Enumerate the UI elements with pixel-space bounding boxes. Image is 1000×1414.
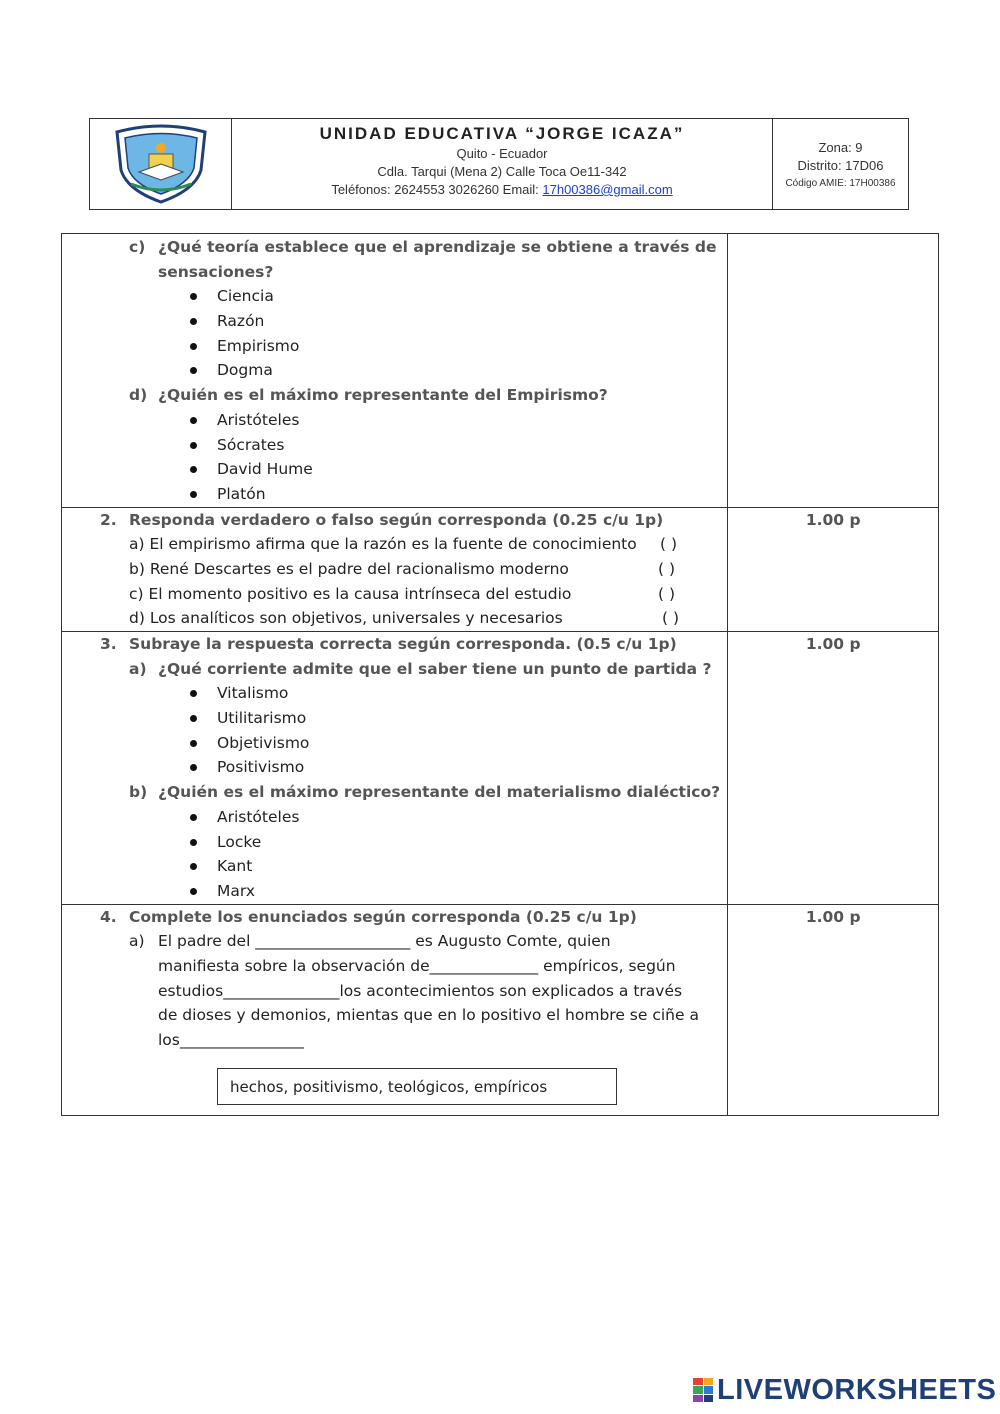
option-label: Objetivismo [217, 733, 310, 752]
option[interactable] [62, 681, 727, 706]
q1d-text: ¿Quién es el máximo representante del Empirismo? [158, 386, 608, 405]
option-label: Aristóteles [217, 807, 300, 826]
q3-title: Subraye la respuesta correcta según corresponda. (0.5 c/u 1p) [129, 635, 677, 653]
tf-item [62, 557, 727, 582]
word-bank: hechos, positivismo, teológicos, empíricos [217, 1068, 617, 1105]
fill-sentence[interactable]: estudios_______________los acontecimientos son explicados a través [158, 981, 683, 1000]
liveworksheets-logo-icon [693, 1378, 713, 1402]
header-center [232, 119, 772, 209]
header-right [772, 119, 908, 209]
q3-number: 3. [100, 635, 117, 653]
bullet-icon [190, 433, 197, 458]
fill-sentence[interactable]: manifiesta sobre la observación de______________ empíricos, según [158, 956, 676, 975]
q3a-label: a) [129, 659, 147, 678]
question-3-row [62, 632, 939, 905]
option-label: Positivismo [217, 758, 305, 777]
school-header [89, 118, 909, 210]
q3b-label: b) [129, 783, 148, 802]
bullet-icon [190, 706, 197, 731]
email-link[interactable]: 17h00386@gmail.com [542, 182, 673, 197]
bullet-icon [190, 805, 197, 830]
q1d-label: d) [129, 386, 148, 405]
city: Quito - Ecuador [456, 146, 548, 161]
option-label: Dogma [217, 361, 273, 380]
option[interactable] [62, 309, 727, 334]
tf-statement: c) El momento positivo es la causa intrínseca del estudio [129, 584, 572, 603]
option-label: Locke [217, 832, 262, 851]
q3b-text: ¿Quién es el máximo representante del materialismo dialéctico? [158, 783, 721, 802]
option-label: Kant [217, 857, 253, 876]
option[interactable] [62, 457, 727, 482]
option[interactable] [62, 879, 727, 904]
question-2-cell [62, 507, 728, 631]
option-label: Vitalismo [217, 684, 289, 703]
option[interactable] [62, 408, 727, 433]
bullet-icon [190, 879, 197, 904]
option-label: Platón [217, 484, 266, 503]
tf-answer-box[interactable]: ( ) [658, 559, 676, 578]
fill-sentence[interactable]: El padre del ____________________ es Augusto Comte, quien [158, 932, 611, 951]
tf-item [62, 606, 727, 631]
distrito: Distrito: 17D06 [797, 158, 884, 173]
contact-line [232, 181, 772, 199]
option[interactable] [62, 830, 727, 855]
question-1-cell [62, 234, 728, 508]
zona: Zona: 9 [818, 140, 863, 155]
option-label: Sócrates [217, 435, 285, 454]
address: Cdla. Tarqui (Mena 2) Calle Toca Oe11-342 [377, 164, 627, 179]
bullet-icon [190, 408, 197, 433]
phones: Teléfonos: 2624553 3026260 Email: [331, 182, 543, 197]
tf-statement: b) René Descartes es el padre del racionalismo moderno [129, 559, 569, 578]
bullet-icon [190, 731, 197, 756]
fill-sentence[interactable]: de dioses y demonios, mientas que en lo positivo el hombre se ciñe a [158, 1006, 699, 1025]
q4a-label: a) [129, 932, 145, 951]
bullet-icon [190, 830, 197, 855]
q3a-text: ¿Qué corriente admite que el saber tiene un punto de partida ? [158, 659, 712, 678]
q2-title: Responda verdadero o falso según corresponda (0.25 c/u 1p) [129, 510, 664, 529]
bullet-icon [190, 854, 197, 879]
bullet-icon [190, 309, 197, 334]
q1c-text-2: sensaciones? [158, 262, 274, 281]
option[interactable] [62, 854, 727, 879]
question-2-row [62, 507, 939, 631]
bullet-icon [190, 334, 197, 359]
bullet-icon [190, 482, 197, 507]
option[interactable] [62, 755, 727, 780]
q4-title: Complete los enunciados según corresponda (0.25 c/u 1p) [129, 907, 637, 926]
option[interactable] [62, 358, 727, 383]
points-cell-3: 1.00 p [728, 632, 939, 905]
option-label: Utilitarismo [217, 709, 307, 728]
tf-statement: d) Los analíticos son objetivos, universales y necesarios [129, 609, 563, 628]
questions-table [61, 233, 939, 1116]
question-3-cell [62, 632, 728, 905]
question-4-cell [62, 904, 728, 1115]
option[interactable] [62, 433, 727, 458]
bullet-icon [190, 681, 197, 706]
question-4-row [62, 904, 939, 1115]
option-label: Aristóteles [217, 410, 300, 429]
bullet-icon [190, 358, 197, 383]
bullet-icon [190, 457, 197, 482]
option-label: Razón [217, 312, 265, 331]
points-cell-1 [728, 234, 939, 508]
brand-name: LIVEWORKSHEETS [717, 1373, 997, 1406]
amie-code: Código AMIE: 17H00386 [785, 178, 896, 189]
points-cell-2: 1.00 p [728, 507, 939, 631]
question-1-row [62, 234, 939, 508]
option-label: Ciencia [217, 287, 274, 306]
bullet-icon [190, 284, 197, 309]
tf-answer-box[interactable]: ( ) [660, 535, 678, 554]
tf-statement: a) El empirismo afirma que la razón es la fuente de conocimiento [129, 535, 637, 554]
liveworksheets-brand [693, 1374, 996, 1406]
school-logo [109, 124, 213, 204]
q1c-text: ¿Qué teoría establece que el aprendizaje se obtiene a través de [158, 238, 717, 256]
fill-sentence[interactable]: los________________ [158, 1031, 304, 1049]
q2-number: 2. [100, 510, 117, 529]
option-label: Marx [217, 881, 256, 900]
tf-answer-box[interactable]: ( ) [662, 609, 680, 628]
school-name: UNIDAD EDUCATIVA “JORGE ICAZA” [319, 124, 685, 143]
q1c-label: c) [129, 238, 146, 256]
points-cell-4: 1.00 p [728, 904, 939, 1115]
bullet-icon [190, 755, 197, 780]
tf-answer-box[interactable]: ( ) [658, 584, 676, 603]
logo-cell [90, 119, 232, 209]
option-label: David Hume [217, 460, 313, 479]
q4-number: 4. [100, 907, 117, 926]
option[interactable] [62, 805, 727, 830]
option[interactable] [62, 731, 727, 756]
tf-item [62, 582, 727, 607]
option[interactable] [62, 706, 727, 731]
tf-item [62, 532, 727, 557]
option[interactable] [62, 334, 727, 359]
option[interactable] [62, 482, 727, 507]
option[interactable] [62, 284, 727, 309]
option-label: Empirismo [217, 336, 300, 355]
